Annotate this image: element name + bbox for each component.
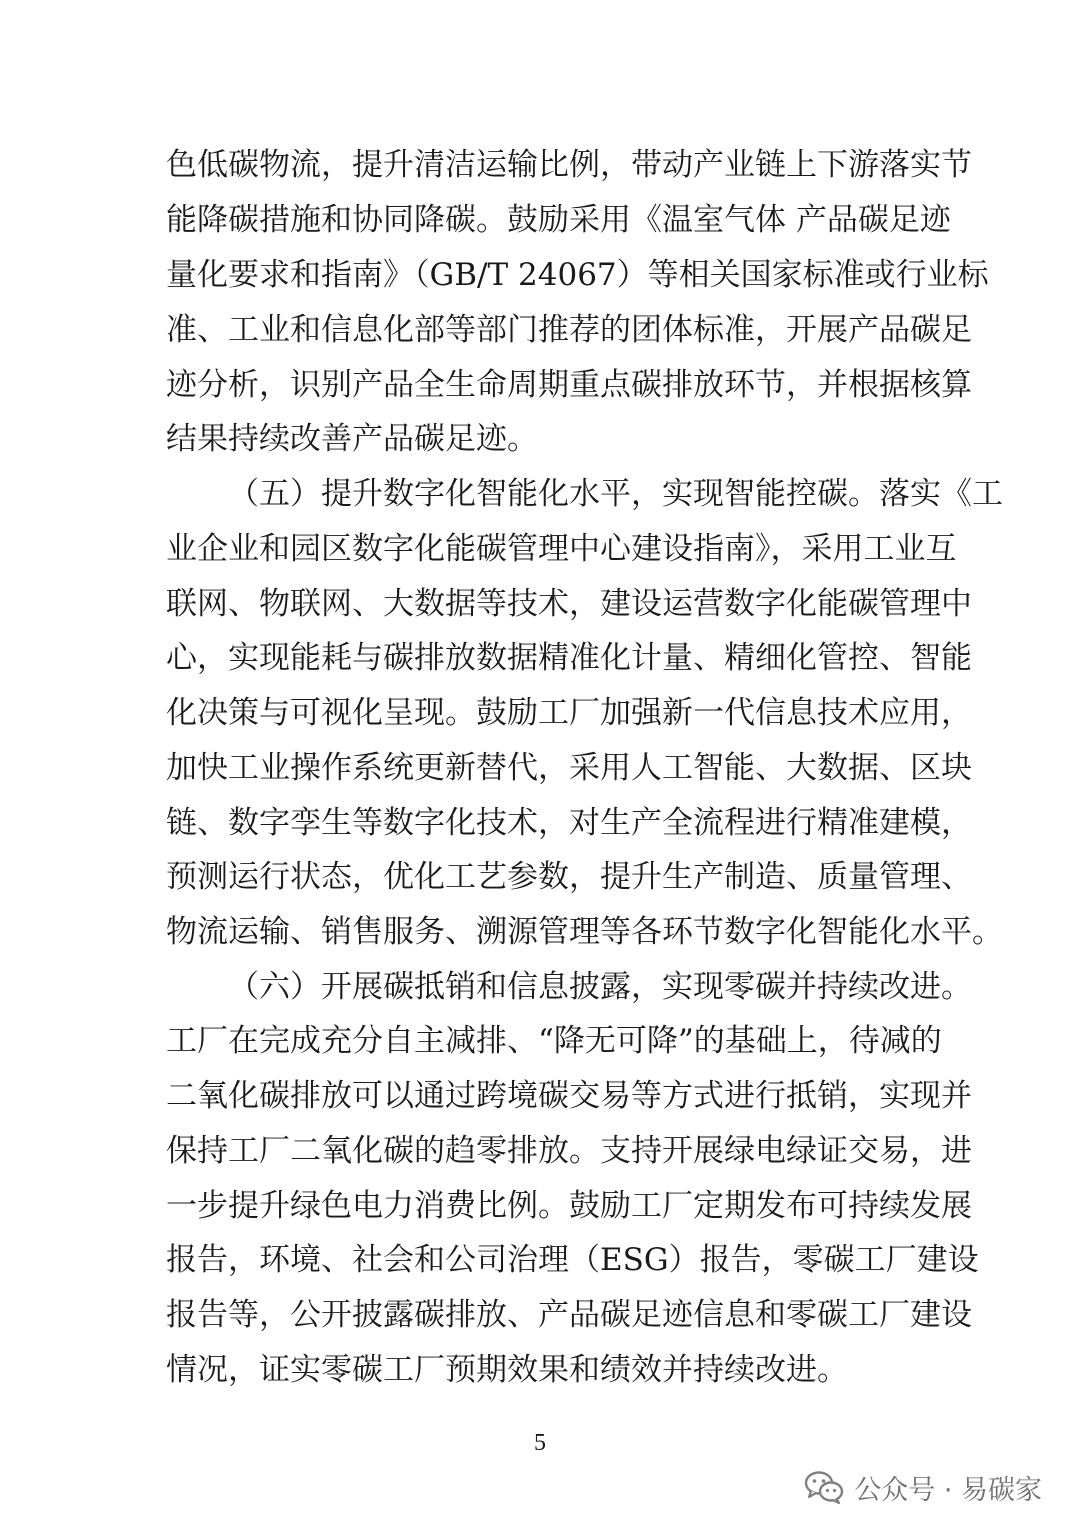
- text-line: 色低碳物流，提升清洁运输比例，带动产业链上下游落实节: [166, 147, 972, 183]
- watermark: [804, 1465, 1042, 1509]
- section-heading-line: （五）提升数字化智能化水平，实现智能控碳。落实《工: [228, 476, 1003, 512]
- text-line: 能降碳措施和协同降碳。鼓励采用《温室气体 产品碳足迹: [166, 202, 951, 238]
- watermark-text: 公众号 · 易碳家: [854, 1474, 1042, 1506]
- page-number: 5: [534, 1430, 546, 1456]
- text-line: 预测运行状态，优化工艺参数，提升生产制造、质量管理、: [166, 859, 972, 895]
- text-line: 结果持续改善产品碳足迹。: [166, 421, 538, 457]
- text-line: 保持工厂二氧化碳的趋零排放。支持开展绿电绿证交易，进: [166, 1133, 972, 1169]
- text-line: 二氧化碳排放可以通过跨境碳交易等方式进行抵销，实现并: [166, 1078, 972, 1114]
- text-line: 联网、物联网、大数据等技术，建设运营数字化能碳管理中: [166, 586, 972, 622]
- text-line: 业企业和园区数字化能碳管理中心建设指南》，采用工业互: [166, 531, 957, 567]
- text-line: 工厂在完成充分自主减排、“降无可降”的基础上，待减的: [166, 1023, 942, 1059]
- text-line: 量化要求和指南》（GB/T 24067）等相关国家标准或行业标: [166, 257, 989, 293]
- text-line: 迹分析，识别产品全生命周期重点碳排放环节，并根据核算: [166, 367, 972, 403]
- text-line: 链、数字孪生等数字化技术，对生产全流程进行精准建模，: [166, 805, 972, 841]
- text-line: 物流运输、销售服务、溯源管理等各环节数字化智能化水平。: [166, 914, 1003, 950]
- text-line: 准、工业和信息化部等部门推荐的团体标准，开展产品碳足: [166, 312, 972, 348]
- wechat-icon: [804, 1470, 844, 1504]
- text-line: 心，实现能耗与碳排放数据精准化计量、精细化管控、智能: [166, 640, 972, 676]
- section-heading-line: （六）开展碳抵销和信息披露，实现零碳并持续改进。: [228, 969, 972, 1005]
- text-line: 化决策与可视化呈现。鼓励工厂加强新一代信息技术应用，: [166, 695, 972, 731]
- text-line: 报告，环境、社会和公司治理（ESG）报告，零碳工厂建设: [166, 1242, 979, 1278]
- text-line: 加快工业操作系统更新替代，采用人工智能、大数据、区块: [166, 750, 972, 786]
- text-line: 一步提升绿色电力消费比例。鼓励工厂定期发布可持续发展: [166, 1188, 972, 1224]
- text-line: 报告等，公开披露碳排放、产品碳足迹信息和零碳工厂建设: [166, 1297, 972, 1333]
- text-line: 情况，证实零碳工厂预期效果和绩效并持续改进。: [166, 1352, 848, 1388]
